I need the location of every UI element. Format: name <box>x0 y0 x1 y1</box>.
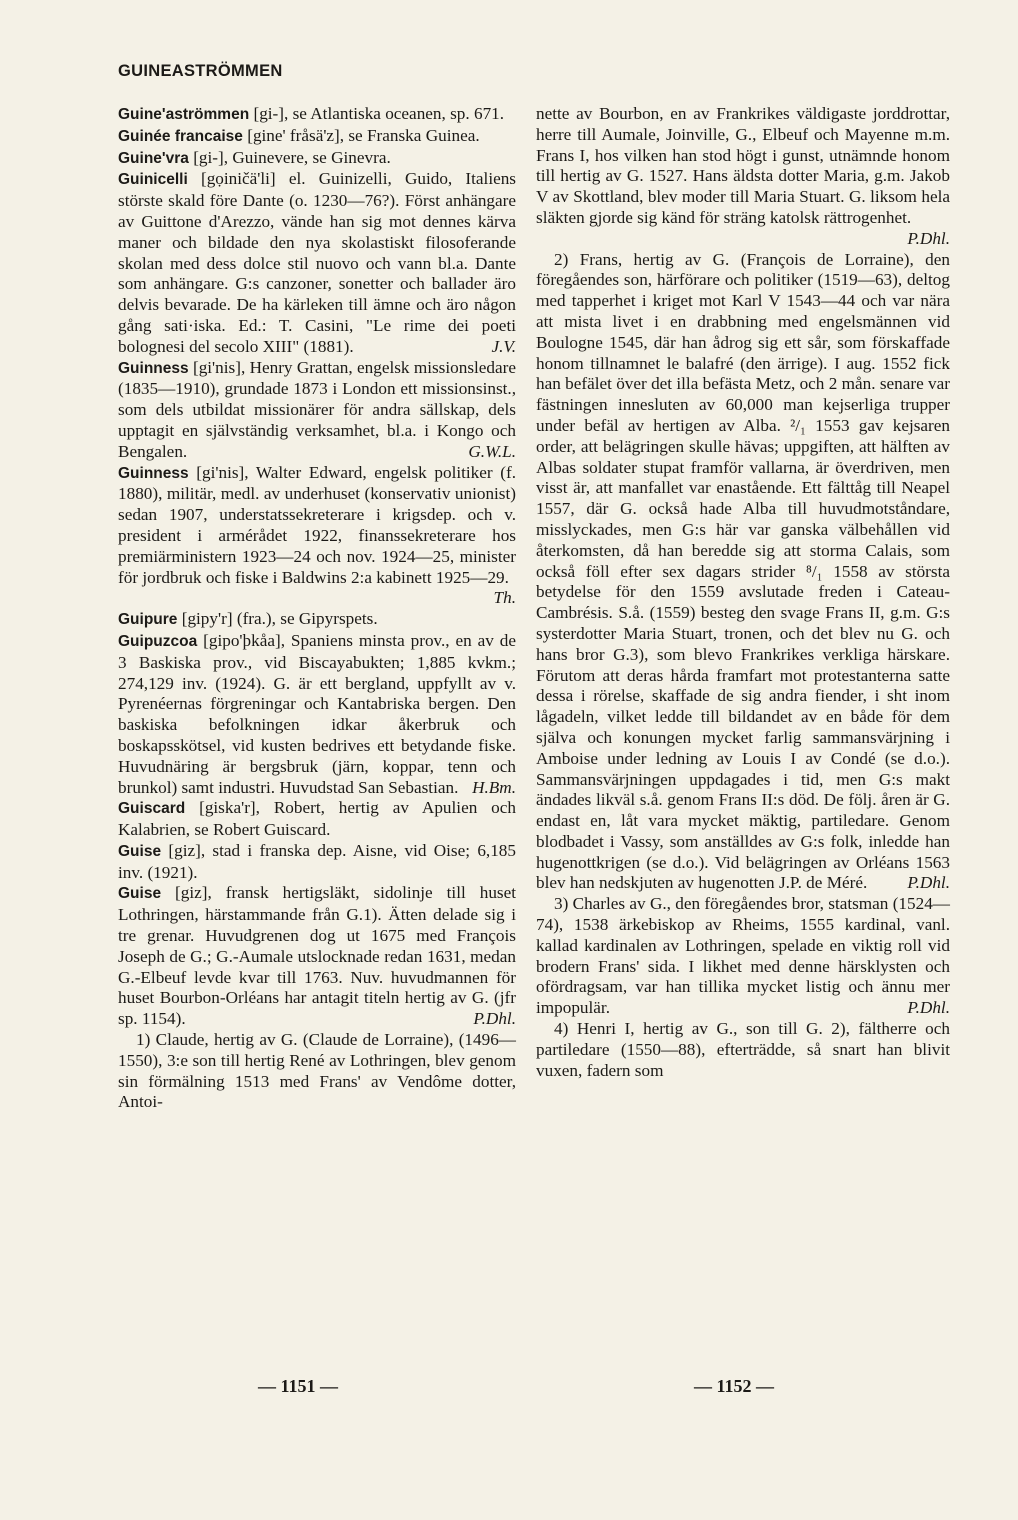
entry-text: 4) Henri I, hertig av G., son till G. 2), fältherre och partiledare (1550—88), efterträdde, så snart han blivit vuxen, fadern som <box>536 1019 950 1080</box>
headword: Guise <box>118 842 162 860</box>
headword: Guiscard <box>118 800 186 818</box>
running-title: GUINEASTRÖMMEN <box>118 62 283 80</box>
author-signature: P.Dhl. <box>907 873 950 893</box>
entry-text: [gine' fråsä'z], se Franska Guinea. <box>247 125 480 145</box>
subentry <box>118 1030 516 1113</box>
author-signature: Th. <box>493 588 516 608</box>
entry-text: [gi'nis], Walter Edward, engelsk politiker (f. 1880), militär, medl. av underhuset (konservativ unionist) sedan 1907, understatssekreterare i krigsdep. och v. president i armérådet 1922, finanssekreterare hos premiärministern 1923—24 och nov. 1924—25, minister för jordbruk och fiske i Baldwins 2:a kabinett 1925—29. <box>118 462 517 587</box>
entry-text: [gi'nis], Henry Grattan, engelsk missionsledare (1835—1910), grundade 1873 i London ett missionsinst., som dels utbildat missionärer för andra sällskap, dels upptagit en självständig verksamhet, bl.a. i Kongo och Bengalen. <box>118 357 516 461</box>
headword: Guine'aströmmen <box>118 106 250 123</box>
dictionary-entry <box>118 609 516 631</box>
dictionary-entry <box>118 462 517 608</box>
author-signature: J.V. <box>491 336 516 356</box>
subentry <box>536 250 950 895</box>
author-signature: G.W.L. <box>468 441 516 461</box>
author-signature: H.Bm. <box>472 777 516 797</box>
dictionary-entry <box>118 104 516 126</box>
entry-text: [gipy'r] (fra.), se Gipyrspets. <box>181 609 378 629</box>
page-number-left: — 1151 — <box>258 1376 339 1396</box>
entry-text: [gipo'þkåa], Spaniens minsta prov., en av de 3 Baskiska prov., vid Biscayabukten; 1,885 kvkm.; 274,129 inv. (1924). G. är ett bergland, uppfyllt av v. Pyrenéernas förgreningar och Kantabriska bergen. Den baskiska befolkningen idkar åkerbruk och boskapsskötsel, vid kusten bedrives ett betydande fiske. Huvudnäring är bergsbruk (järn, koppar, tenn och brunkol) samt industri. Huvudstad San Sebastian. <box>118 630 517 797</box>
subentry <box>536 1019 950 1081</box>
entry-text: [giz], fransk hertigsläkt, sidolinje till huset Lothringen, härstammande från G.1). Ätten delade sig i tre grenar. Huvudgrenen dog ut 1675 med François Joseph de G.; G.-Aumale utslocknade redan 1631, medan G.-Elbeuf levde kvar till 1763. Nuv. huvudmannen för huset Bourbon-Orléans har antagit titeln hertig av G. (jfr sp. 1154). <box>118 883 517 1029</box>
headword: Guise <box>118 885 162 903</box>
dictionary-entry <box>118 358 516 463</box>
headword: Guine'vra <box>118 149 189 167</box>
author-signature: P.Dhl. <box>907 228 950 248</box>
subentry <box>536 894 950 1019</box>
subentry <box>536 104 950 248</box>
entry-text: [giska'r], Robert, hertig av Apulien och Kalabrien, se Robert Guiscard. <box>118 798 516 840</box>
entry-text: [gi-], se Atlantiska oceanen, sp. 671. <box>253 104 505 123</box>
headword: Guipuzcoa <box>118 632 198 650</box>
headword: Guinness <box>118 464 189 482</box>
page-number-right: — 1152 — <box>694 1376 775 1396</box>
entry-text: 3) Charles av G., den föregåendes bror, statsman (1524—74), 1538 ärkebiskop av Rheims, 1555 kardinal, vanl. kallad kardinalen av Lothringen, spelade en viktig roll vid brodern Frans' sida. I likhet med denne härsklysten och ofördragsam, var han tillika mycket listig och ännu mer impopulär. <box>536 894 950 1018</box>
dictionary-entry <box>118 148 516 170</box>
entry-text: [gi-], Guinevere, se Ginevra. <box>193 147 391 167</box>
dictionary-entry <box>118 798 516 841</box>
entry-text: 1) Claude, hertig av G. (Claude de Lorraine), (1496—1550), 3:e son till hertig René av Lothringen, blev genom sin förmälning 1513 med Frans' av Vendôme dotter, Antoi- <box>118 1030 516 1112</box>
left-column <box>118 104 516 1113</box>
dictionary-entry <box>118 883 516 1030</box>
entry-text: nette av Bourbon, en av Frankrikes väldigaste jorddrottar, herre till Aumale, Joinville, G., Elbeuf och Mayenne m.m. Frans I, hos vilken han stod högt i gunst, utnämnde honom till hertig av G. 1527. Hans äldsta dotter Maria, g.m. Jakob V av Skottland, blev moder till Maria Stuart. G. liksom hela släkten gjorde sig känd för sträng katolsk rättrogenhet. <box>536 104 950 227</box>
entry-text: [giz], stad i franska dep. Aisne, vid Oise; 6,185 inv. (1921). <box>118 840 516 882</box>
entry-text: [gọiničä'li] el. Guinizelli, Guido, Italiens störste skald före Dante (o. 1230—76?). Först anhängare av Guittone d'Arezzo, vände han sig mot dennes kärva maner och bildade den nya skolastiskt filosoferande skolan med dess dolce stil nuovo och vann bl.a. Dante som anhängare. G:s canzoner, sonetter och ballader äro delvis bevarade. De ha kärleken till ämne och äro någon gång sati·iska. Ed.: T. Casini, "Le rime dei poeti bolognesi del secolo XIII" (1881). <box>118 169 517 356</box>
author-signature: P.Dhl. <box>907 998 950 1018</box>
entry-text: 2) Frans, hertig av G. (François de Lorraine), den föregåendes son, härförare och politiker (1519—63), deltog med tapperhet i kriget mot Karl V 1543—44 och var nära att mista livet i en drabbning med engelsmännen vid Boulogne 1545, där han ådrog sig ett sår, som förskaffade honom tillnamnet le balafré (den ärrige). I aug. 1552 fick han befälet över det illa befästa Metz, och 2 mån. senare var fästningen innesluten av 60,000 man kejserliga trupper under befäl av hertigen av Alba. ²/₁ 1553 gav kejsaren order, att belägringen skulle hävas; uppgiften, att hälften av Albas soldater stupat framför vallarna, är överdriven, men visst är, att manfallet var enastående. Ett fälttåg till Neapel 1557, där G. också hade Alba till huvudmotståndare, misslyckades, men G:s här var ganska välbehållen vid återkomsten, då han beredde sig att storma Calais, som också föll efter sex dagars strider ⁸/₁ 1558 av största betydelse för den 1559 avslutade freden i Cateau-Cambrésis. S.å. (1559) besteg den svage Frans II, g.m. G:s systerdotter Maria Stuart, tronen, och det blev nu G. och hans bror G.3), som blevo Frankrikes verkliga härskare. Förutom att deras hårda framfart mot protestanterna satte dessa i rörelse, skaffade de sig andra fiender, i sht inom lågadeln, vilket ledde till bildandet av en både för dem själva och konungen mycket farlig sammansvärjning i Amboise under ledning av Louis I av Condé (se d.o.). Sammansvärjningen uppdagades i tid, men G:s makt ändades likväl s.å. genom Frans II:s död. De följ. åren är G. endast en, låt vara mycket mäktig, partiledare. Genom blodbadet i Vassy, som anställdes av G:s folk, inledde han hugenottkrigen (se d.o.). Vid belägringen av Orléans 1563 blev han nedskjuten av hugenotten J.P. de Méré. <box>536 249 950 893</box>
dictionary-entry <box>118 631 516 798</box>
headword: Guinée francaise <box>118 127 243 145</box>
headword: Guinicelli <box>118 171 188 189</box>
right-column <box>536 104 950 1081</box>
dictionary-entry <box>118 126 516 148</box>
dictionary-entry <box>118 841 516 884</box>
dictionary-entry <box>118 169 516 357</box>
headword: Guipure <box>118 611 178 629</box>
headword: Guinness <box>118 359 189 377</box>
author-signature: P.Dhl. <box>473 1009 516 1029</box>
